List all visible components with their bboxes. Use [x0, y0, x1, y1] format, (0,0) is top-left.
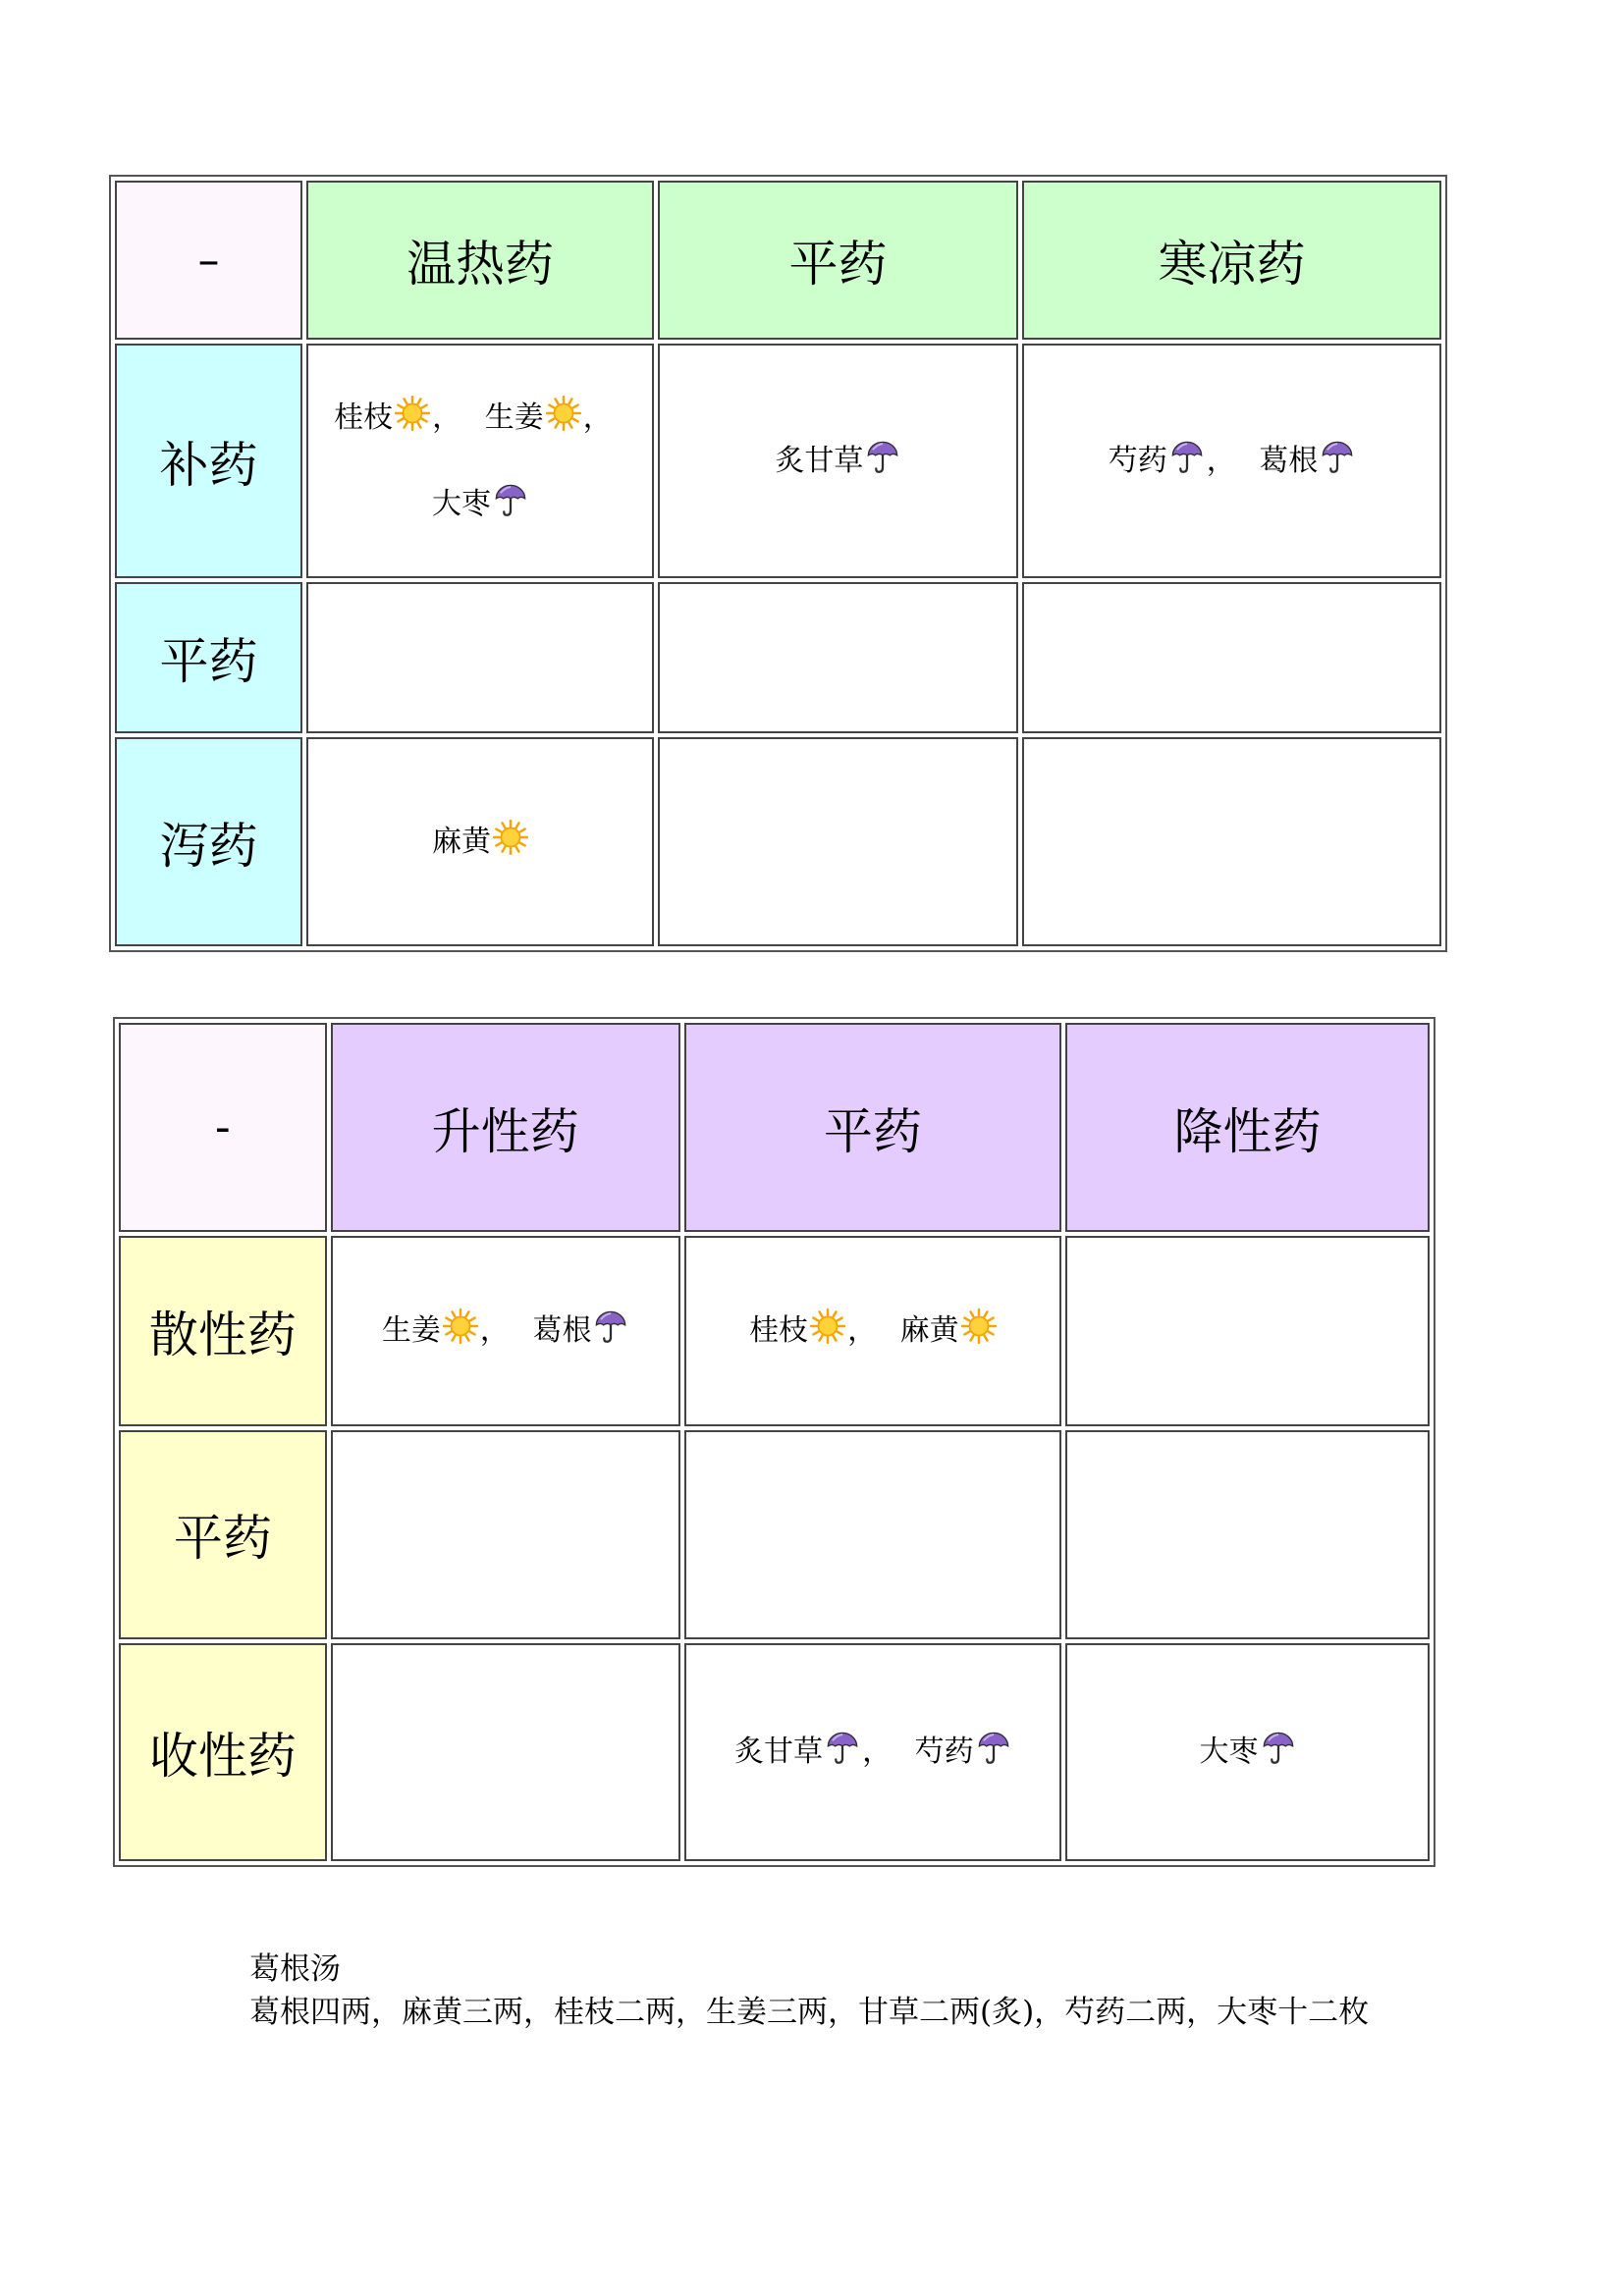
herb-cell: [331, 1643, 680, 1861]
umbrella-icon: [1169, 439, 1205, 474]
sun-icon: [546, 396, 581, 431]
herb-cell: [1065, 1236, 1430, 1426]
herb-name: 生姜: [484, 400, 544, 435]
herb-name: 大枣: [431, 486, 491, 521]
herb-item: [432, 487, 528, 521]
herb-item: [1200, 1735, 1296, 1769]
row-header-neutral: 平药: [119, 1430, 327, 1639]
herb-name: 炙甘草: [734, 1734, 824, 1769]
table-row: [115, 582, 1441, 733]
herb-name: 芍药: [914, 1734, 974, 1769]
herb-separator: ，: [582, 400, 613, 435]
herb-separator: ，: [479, 1312, 510, 1348]
column-header-ascending: 升性药: [331, 1023, 680, 1232]
herb-name: 葛根: [1259, 443, 1319, 478]
herb-separator: ，: [432, 400, 462, 435]
herb-item: [900, 1313, 997, 1348]
column-header-warm: 温热药: [306, 181, 654, 340]
herb-name: 芍药: [1108, 443, 1167, 478]
herb-item: [749, 1313, 891, 1348]
row-header-neutral: 平药: [115, 582, 302, 733]
formula-note: [249, 1948, 1408, 2034]
herb-separator: ，: [847, 1312, 878, 1348]
sun-icon: [443, 1308, 478, 1344]
sun-icon: [810, 1308, 845, 1344]
column-header-cold: 寒凉药: [1022, 181, 1441, 340]
herb-cell: [306, 582, 654, 733]
table-row: [119, 1430, 1430, 1639]
table-row: [119, 1643, 1430, 1861]
herb-cell: [1022, 344, 1441, 578]
table-header-row: [115, 181, 1441, 340]
herb-item: [485, 400, 626, 435]
table-row: [115, 737, 1441, 946]
herb-item: [1109, 444, 1250, 478]
herb-cell: [658, 737, 1018, 946]
temperature-tonic-table: [109, 175, 1447, 952]
herb-name: 麻黄: [899, 1312, 959, 1348]
herb-cell: [658, 344, 1018, 578]
herb-name: 桂枝: [334, 400, 394, 435]
table-row: [115, 344, 1441, 578]
column-header-descending: 降性药: [1065, 1023, 1430, 1232]
umbrella-icon: [1261, 1730, 1296, 1765]
herb-item: [532, 1313, 628, 1348]
row-header-tonic: 补药: [115, 344, 302, 578]
herb-name: 炙甘草: [775, 443, 864, 478]
herb-cell: [684, 1643, 1061, 1861]
table-corner-cell: –: [115, 181, 302, 340]
column-header-neutral: 平药: [658, 181, 1018, 340]
umbrella-icon: [865, 439, 900, 474]
herb-name: 大枣: [1199, 1734, 1259, 1769]
herb-cell: [331, 1236, 680, 1426]
herb-cell: [306, 737, 654, 946]
umbrella-icon: [976, 1730, 1011, 1765]
table-header-row: [119, 1023, 1430, 1232]
sun-icon: [395, 396, 430, 431]
herb-name: 桂枝: [749, 1312, 809, 1348]
herb-cell: [658, 582, 1018, 733]
herb-cell: [306, 344, 654, 578]
umbrella-icon: [493, 482, 528, 517]
herb-item: [432, 825, 528, 859]
herb-item: [915, 1735, 1011, 1769]
formula-title: 葛根汤: [249, 1951, 341, 1987]
herb-separator: ，: [1206, 443, 1236, 478]
umbrella-icon: [1320, 439, 1355, 474]
herb-cell: [1022, 737, 1441, 946]
column-header-neutral: 平药: [684, 1023, 1061, 1232]
herb-cell: [1022, 582, 1441, 733]
herb-name: 麻黄: [431, 824, 491, 859]
herb-cell: [684, 1430, 1061, 1639]
herb-item: [775, 444, 900, 478]
umbrella-icon: [825, 1730, 860, 1765]
herb-item: [1259, 444, 1355, 478]
umbrella-icon: [593, 1308, 628, 1344]
formula-ingredients: 葛根四两，麻黄三两，桂枝二两，生姜三两，甘草二两(炙)，芍药二两，大枣十二枚: [249, 1995, 1370, 2030]
herb-cell: [684, 1236, 1061, 1426]
table-corner-cell: -: [119, 1023, 327, 1232]
herb-separator: ，: [862, 1734, 893, 1769]
herb-cell: [331, 1430, 680, 1639]
herb-name: 生姜: [381, 1312, 441, 1348]
direction-table: [113, 1017, 1435, 1867]
sun-icon: [961, 1308, 997, 1344]
herb-name: 葛根: [532, 1312, 592, 1348]
row-header-dispersing: 散性药: [119, 1236, 327, 1426]
row-header-astringent: 收性药: [119, 1643, 327, 1861]
herb-item: [382, 1313, 523, 1348]
herb-cell: [1065, 1430, 1430, 1639]
herb-item: [734, 1735, 905, 1769]
table-row: [119, 1236, 1430, 1426]
herb-item: [334, 400, 475, 435]
sun-icon: [493, 820, 528, 855]
row-header-purgative: 泻药: [115, 737, 302, 946]
herb-cell: [1065, 1643, 1430, 1861]
